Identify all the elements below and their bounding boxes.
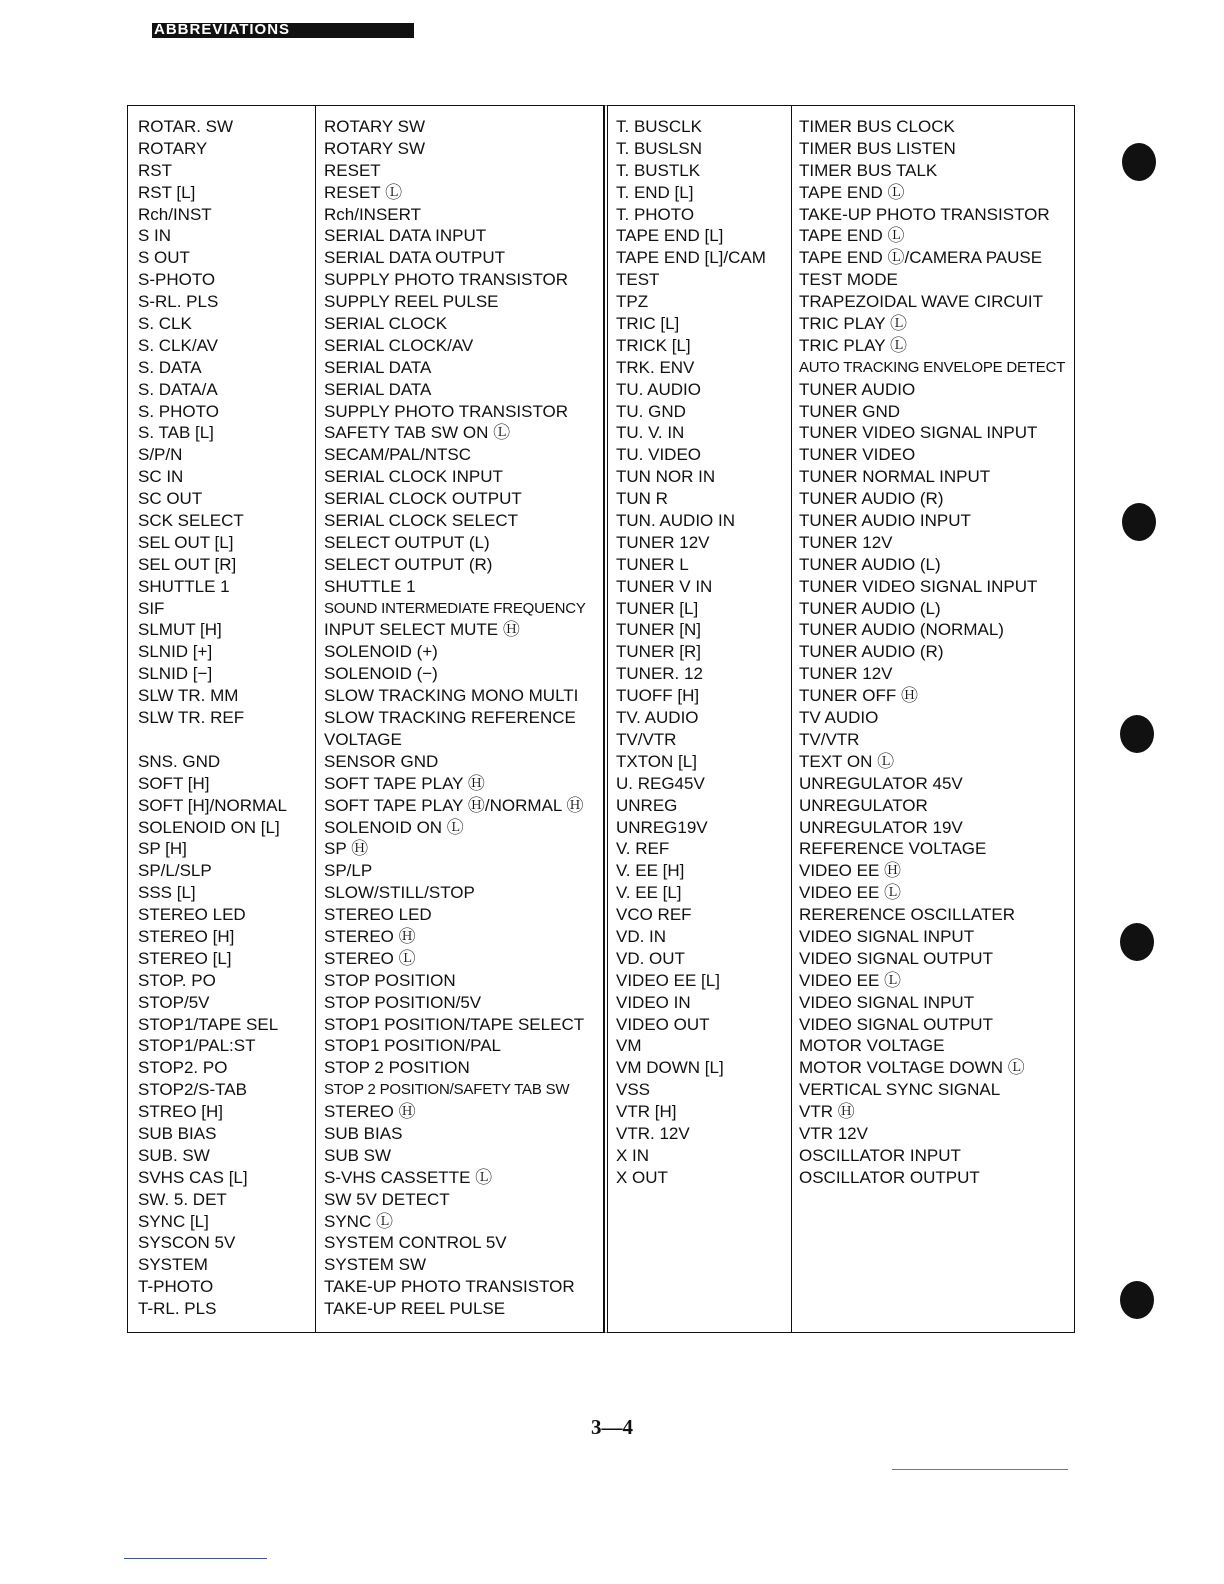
table-cell: VIDEO OUT [616, 1014, 710, 1034]
table-cell: TUNER AUDIO (NORMAL) [799, 620, 1004, 640]
table-cell: SYSTEM SW [324, 1255, 427, 1275]
table-cell: STEREO [H] [138, 926, 235, 946]
table-cell: SYSCON 5V [138, 1233, 236, 1253]
table-cell: SOFT [H]/NORMAL [138, 795, 287, 815]
binder-hole-mark [1120, 923, 1154, 961]
table-cell: SAFETY TAB SW ON Ⓛ [324, 423, 511, 443]
table-cell: STOP. PO [138, 970, 216, 990]
table-cell: TAPE END Ⓛ/CAMERA PAUSE [799, 248, 1043, 268]
table-cell: STOP POSITION [324, 970, 456, 990]
table-cell: SUB. SW [138, 1145, 210, 1165]
table-cell: VTR. 12V [616, 1123, 690, 1143]
table-cell: TUN R [616, 489, 668, 509]
table-cell: VTR 12V [799, 1123, 868, 1143]
table-cell: STOP1 POSITION/TAPE SELECT [324, 1014, 585, 1034]
table-cell: TUN. AUDIO IN [616, 511, 736, 531]
table-cell: TV. AUDIO [616, 708, 699, 728]
footer-rule [892, 1469, 1068, 1470]
table-cell: STOP 2 POSITION/SAFETY TAB SW [324, 1081, 570, 1099]
table-cell: TU. GND [616, 401, 686, 421]
table-cell: X OUT [616, 1167, 668, 1187]
table-cell: TAKE-UP PHOTO TRANSISTOR [799, 204, 1050, 224]
table-cell: S. CLK [138, 314, 192, 334]
table-cell: ROTARY [138, 138, 208, 158]
table-cell: STOP1/PAL:ST [138, 1036, 256, 1056]
table-cell: SOFT TAPE PLAY Ⓗ/NORMAL Ⓗ [324, 795, 584, 815]
table-cell: SYSTEM CONTROL 5V [324, 1233, 507, 1253]
table-cell: VIDEO IN [616, 992, 691, 1012]
table-cell: S. DATA [138, 357, 202, 377]
table-cell: STOP/5V [138, 992, 210, 1012]
table-cell: VOLTAGE [324, 729, 402, 749]
table-cell: S/P/N [138, 445, 183, 465]
table-cell: SUPPLY REEL PULSE [324, 292, 499, 312]
table-cell: SW 5V DETECT [324, 1189, 450, 1209]
table-cell: Rch/INST [138, 204, 212, 224]
table-cell: T-RL. PLS [138, 1299, 217, 1319]
table-cell: TUNER AUDIO (L) [799, 554, 941, 574]
table-cell: S IN [138, 226, 172, 246]
table-cell: UNREGULATOR [799, 795, 928, 815]
table-cell: S. DATA/A [138, 379, 218, 399]
abbreviation-table-right [604, 105, 1075, 1333]
table-cell: X IN [616, 1145, 650, 1165]
table-cell: TEST [616, 270, 660, 290]
table-cell: SLMUT [H] [138, 620, 222, 640]
table-cell: V. EE [H] [616, 861, 685, 881]
table-cell: SERIAL CLOCK/AV [324, 335, 474, 355]
table-cell: SUPPLY PHOTO TRANSISTOR [324, 401, 569, 421]
table-cell: SERIAL CLOCK INPUT [324, 467, 503, 487]
table-cell: V. EE [L] [616, 883, 682, 903]
table-cell: SEL OUT [L] [138, 532, 234, 552]
table-cell: SOFT [H] [138, 773, 210, 793]
abbreviation-column [138, 116, 313, 1320]
table-cell: TUNER. 12 [616, 664, 703, 684]
table-cell: SOLENOID ON [L] [138, 817, 280, 837]
table-cell: SOUND INTERMEDIATE FREQUENCY [324, 599, 586, 617]
table-cell: SLW TR. REF [138, 708, 245, 728]
table-cell: TUNER NORMAL INPUT [799, 467, 991, 487]
table-cell: SC OUT [138, 489, 203, 509]
table-cell: VIDEO EE Ⓗ [799, 861, 902, 881]
table-cell: RST [L] [138, 182, 196, 202]
table-cell: VSS [616, 1080, 651, 1100]
table-cell: STEREO [L] [138, 948, 232, 968]
table-cell: T. END [L] [616, 182, 694, 202]
table-cell: SOLENOID (+) [324, 642, 438, 662]
table-cell: INPUT SELECT MUTE Ⓗ [324, 620, 520, 640]
table-cell: REFERENCE VOLTAGE [799, 839, 987, 859]
column-divider [791, 106, 792, 1332]
table-cell: TRIC PLAY Ⓛ [799, 314, 908, 334]
table-cell: TAKE-UP PHOTO TRANSISTOR [324, 1277, 575, 1297]
table-cell: VTR [H] [616, 1102, 677, 1122]
table-cell: SERIAL CLOCK SELECT [324, 511, 518, 531]
table-cell: TUNER [N] [616, 620, 701, 640]
table-cell: UNREGULATOR 45V [799, 773, 963, 793]
table-cell: TAPE END [L] [616, 226, 724, 246]
table-cell: SW. 5. DET [138, 1189, 227, 1209]
table-cell: TIMER BUS TALK [799, 160, 938, 180]
table-cell: SYNC [L] [138, 1211, 209, 1231]
table-cell: SVHS CAS [L] [138, 1167, 248, 1187]
table-cell: TUNER AUDIO (R) [799, 642, 944, 662]
table-cell: TIMER BUS CLOCK [799, 117, 955, 136]
table-cell: S. CLK/AV [138, 335, 218, 355]
table-cell: SIF [138, 598, 165, 618]
table-cell: SLOW TRACKING MONO MULTI [324, 686, 579, 706]
table-cell: VTR Ⓗ [799, 1102, 855, 1122]
table-cell: TAPE END Ⓛ [799, 226, 905, 246]
meaning-column [324, 116, 602, 1320]
abbreviation-column [616, 116, 788, 1189]
table-cell: U. REG45V [616, 773, 705, 793]
table-cell: SELECT OUTPUT (R) [324, 554, 493, 574]
table-cell: VM [616, 1036, 642, 1056]
table-cell: SENSOR GND [324, 751, 439, 771]
table-cell: TV/VTR [799, 729, 860, 749]
table-cell: TEST MODE [799, 270, 898, 290]
page-number: 3—4 [591, 1415, 633, 1439]
table-cell: SLOW TRACKING REFERENCE [324, 708, 576, 728]
table-cell: SHUTTLE 1 [324, 576, 416, 596]
table-cell: SSS [L] [138, 883, 196, 903]
table-cell: SYSTEM [138, 1255, 208, 1275]
table-cell: STEREO LED [138, 905, 246, 925]
table-cell: STEREO Ⓗ [324, 926, 416, 946]
table-cell: TUOFF [H] [616, 686, 700, 706]
table-cell: TUNER [R] [616, 642, 701, 662]
table-cell: ROTAR. SW [138, 117, 234, 136]
table-cell: T. PHOTO [616, 204, 695, 224]
table-cell: TAKE-UP REEL PULSE [324, 1299, 506, 1319]
table-cell: T-PHOTO [138, 1277, 214, 1297]
table-cell: TRIC [L] [616, 314, 680, 334]
table-cell: S OUT [138, 248, 190, 268]
table-cell: STEREO LED [324, 905, 432, 925]
table-cell: SUB BIAS [138, 1123, 217, 1143]
table-cell: TPZ [616, 292, 649, 312]
table-cell: TUNER 12V [799, 532, 893, 552]
table-cell: V. REF [616, 839, 670, 859]
table-cell: STOP2/S-TAB [138, 1080, 247, 1100]
table-cell: TUNER [L] [616, 598, 699, 618]
binder-hole-mark [1122, 503, 1156, 541]
table-cell: TUNER AUDIO INPUT [799, 511, 971, 531]
table-cell: SLNID [−] [138, 664, 213, 684]
table-cell: VIDEO EE Ⓛ [799, 970, 902, 990]
table-cell: VIDEO SIGNAL INPUT [799, 992, 975, 1012]
table-cell: S-VHS CASSETTE Ⓛ [324, 1167, 493, 1187]
table-cell: UNREG [616, 795, 678, 815]
table-cell: TRIC PLAY Ⓛ [799, 335, 908, 355]
table-cell: SUB SW [324, 1145, 392, 1165]
table-cell: S. PHOTO [138, 401, 219, 421]
table-cell: MOTOR VOLTAGE DOWN Ⓛ [799, 1058, 1025, 1078]
meaning-column [799, 116, 1075, 1189]
table-cell: SP/L/SLP [138, 861, 212, 881]
table-cell: SOLENOID ON Ⓛ [324, 817, 464, 837]
table-cell: TAPE END Ⓛ [799, 182, 905, 202]
column-divider [315, 106, 316, 1332]
table-cell: UNREG19V [616, 817, 708, 837]
table-cell: TUNER GND [799, 401, 901, 421]
table-cell: T. BUSCLK [616, 117, 702, 136]
table-cell: SECAM/PAL/NTSC [324, 445, 472, 465]
table-cell: TUNER 12V [799, 664, 893, 684]
table-cell: TUNER AUDIO [799, 379, 916, 399]
table-cell: RESET Ⓛ [324, 182, 403, 202]
table-cell: STEREO Ⓛ [324, 948, 416, 968]
table-cell: SP/LP [324, 861, 373, 881]
table-cell: TU. AUDIO [616, 379, 702, 399]
table-cell: SP [H] [138, 839, 187, 859]
table-cell: SEL OUT [R] [138, 554, 237, 574]
table-cell: S-RL. PLS [138, 292, 219, 312]
table-cell: TU. VIDEO [616, 445, 702, 465]
table-cell: STREO [H] [138, 1102, 224, 1122]
table-cell: SNS. GND [138, 751, 221, 771]
table-cell: STEREO Ⓗ [324, 1102, 416, 1122]
table-cell: TAPE END [L]/CAM [616, 248, 766, 268]
table-cell: TU. V. IN [616, 423, 685, 443]
table-cell: VCO REF [616, 905, 692, 925]
table-cell: VD. OUT [616, 948, 685, 968]
table-cell: SUPPLY PHOTO TRANSISTOR [324, 270, 569, 290]
table-cell: RESET [324, 160, 381, 180]
abbreviation-table-left [127, 105, 604, 1333]
table-cell: TUNER AUDIO (R) [799, 489, 944, 509]
table-cell: SERIAL DATA [324, 357, 432, 377]
table-cell: TV AUDIO [799, 708, 879, 728]
table-cell: UNREGULATOR 19V [799, 817, 963, 837]
table-cell: MOTOR VOLTAGE [799, 1036, 945, 1056]
binder-hole-mark [1120, 1281, 1154, 1319]
table-cell: TEXT ON Ⓛ [799, 751, 895, 771]
table-cell: ROTARY SW [324, 117, 426, 136]
table-cell: SERIAL CLOCK OUTPUT [324, 489, 522, 509]
table-cell: SP Ⓗ [324, 839, 369, 859]
binder-hole-mark [1122, 143, 1156, 181]
table-cell: VIDEO SIGNAL INPUT [799, 926, 975, 946]
binder-hole-mark [1120, 715, 1154, 753]
table-cell: SHUTTLE 1 [138, 576, 230, 596]
table-cell: ROTARY SW [324, 138, 426, 158]
table-cell: VIDEO EE Ⓛ [799, 883, 902, 903]
table-cell: T. BUSTLK [616, 160, 701, 180]
table-cell: VERTICAL SYNC SIGNAL [799, 1080, 1001, 1100]
table-cell: OSCILLATOR OUTPUT [799, 1167, 980, 1187]
table-cell: SLNID [+] [138, 642, 213, 662]
table-cell: OSCILLATOR INPUT [799, 1145, 961, 1165]
table-cell: SC IN [138, 467, 184, 487]
table-cell: VM DOWN [L] [616, 1058, 724, 1078]
table-cell: SELECT OUTPUT (L) [324, 532, 490, 552]
table-cell: TV/VTR [616, 729, 677, 749]
table-cell: SERIAL DATA OUTPUT [324, 248, 506, 268]
table-cell: SERIAL CLOCK [324, 314, 448, 334]
table-cell: SLOW/STILL/STOP [324, 883, 475, 903]
table-cell: SOLENOID (−) [324, 664, 438, 684]
table-cell: SOFT TAPE PLAY Ⓗ [324, 773, 485, 793]
table-cell: RERERENCE OSCILLATER [799, 905, 1016, 925]
page-title: ABBREVIATIONS [154, 21, 291, 38]
table-cell: TRICK [L] [616, 335, 691, 355]
table-cell: TUNER VIDEO SIGNAL INPUT [799, 423, 1038, 443]
table-cell: AUTO TRACKING ENVELOPE DETECT [799, 358, 1066, 376]
table-cell: TUNER VIDEO [799, 445, 916, 465]
table-cell: S-PHOTO [138, 270, 216, 290]
table-cell: S. TAB [L] [138, 423, 214, 443]
table-cell: SUB BIAS [324, 1123, 403, 1143]
table-cell: TUNER L [616, 554, 689, 574]
table-cell: VIDEO SIGNAL OUTPUT [799, 948, 993, 968]
footer-link-rule [124, 1558, 267, 1559]
table-cell: STOP 2 POSITION [324, 1058, 470, 1078]
table-cell: RST [138, 160, 172, 180]
table-cell: TUNER VIDEO SIGNAL INPUT [799, 576, 1038, 596]
table-cell: SYNC Ⓛ [324, 1211, 393, 1231]
table-cell: STOP1 POSITION/PAL [324, 1036, 501, 1056]
table-cell: SCK SELECT [138, 511, 244, 531]
table-cell: STOP POSITION/5V [324, 992, 482, 1012]
table-cell: TUN NOR IN [616, 467, 716, 487]
table-cell: TIMER BUS LISTEN [799, 138, 956, 158]
table-cell: TRK. ENV [616, 357, 695, 377]
table-cell: TUNER 12V [616, 532, 710, 552]
table-cell: SERIAL DATA [324, 379, 432, 399]
table-cell: SLW TR. MM [138, 686, 239, 706]
table-cell [138, 729, 313, 751]
table-cell: TUNER AUDIO (L) [799, 598, 941, 618]
table-cell: STOP1/TAPE SEL [138, 1014, 279, 1034]
table-cell: VIDEO SIGNAL OUTPUT [799, 1014, 993, 1034]
table-cell: VIDEO EE [L] [616, 970, 720, 990]
table-cell: TUNER V IN [616, 576, 713, 596]
table-cell: STOP2. PO [138, 1058, 228, 1078]
table-cell: Rch/INSERT [324, 204, 421, 224]
table-cell: T. BUSLSN [616, 138, 702, 158]
table-cell: TXTON [L] [616, 751, 697, 771]
table-cell: VD. IN [616, 926, 667, 946]
table-cell: SERIAL DATA INPUT [324, 226, 487, 246]
table-cell: TUNER OFF Ⓗ [799, 686, 918, 706]
table-cell: TRAPEZOIDAL WAVE CIRCUIT [799, 292, 1044, 312]
